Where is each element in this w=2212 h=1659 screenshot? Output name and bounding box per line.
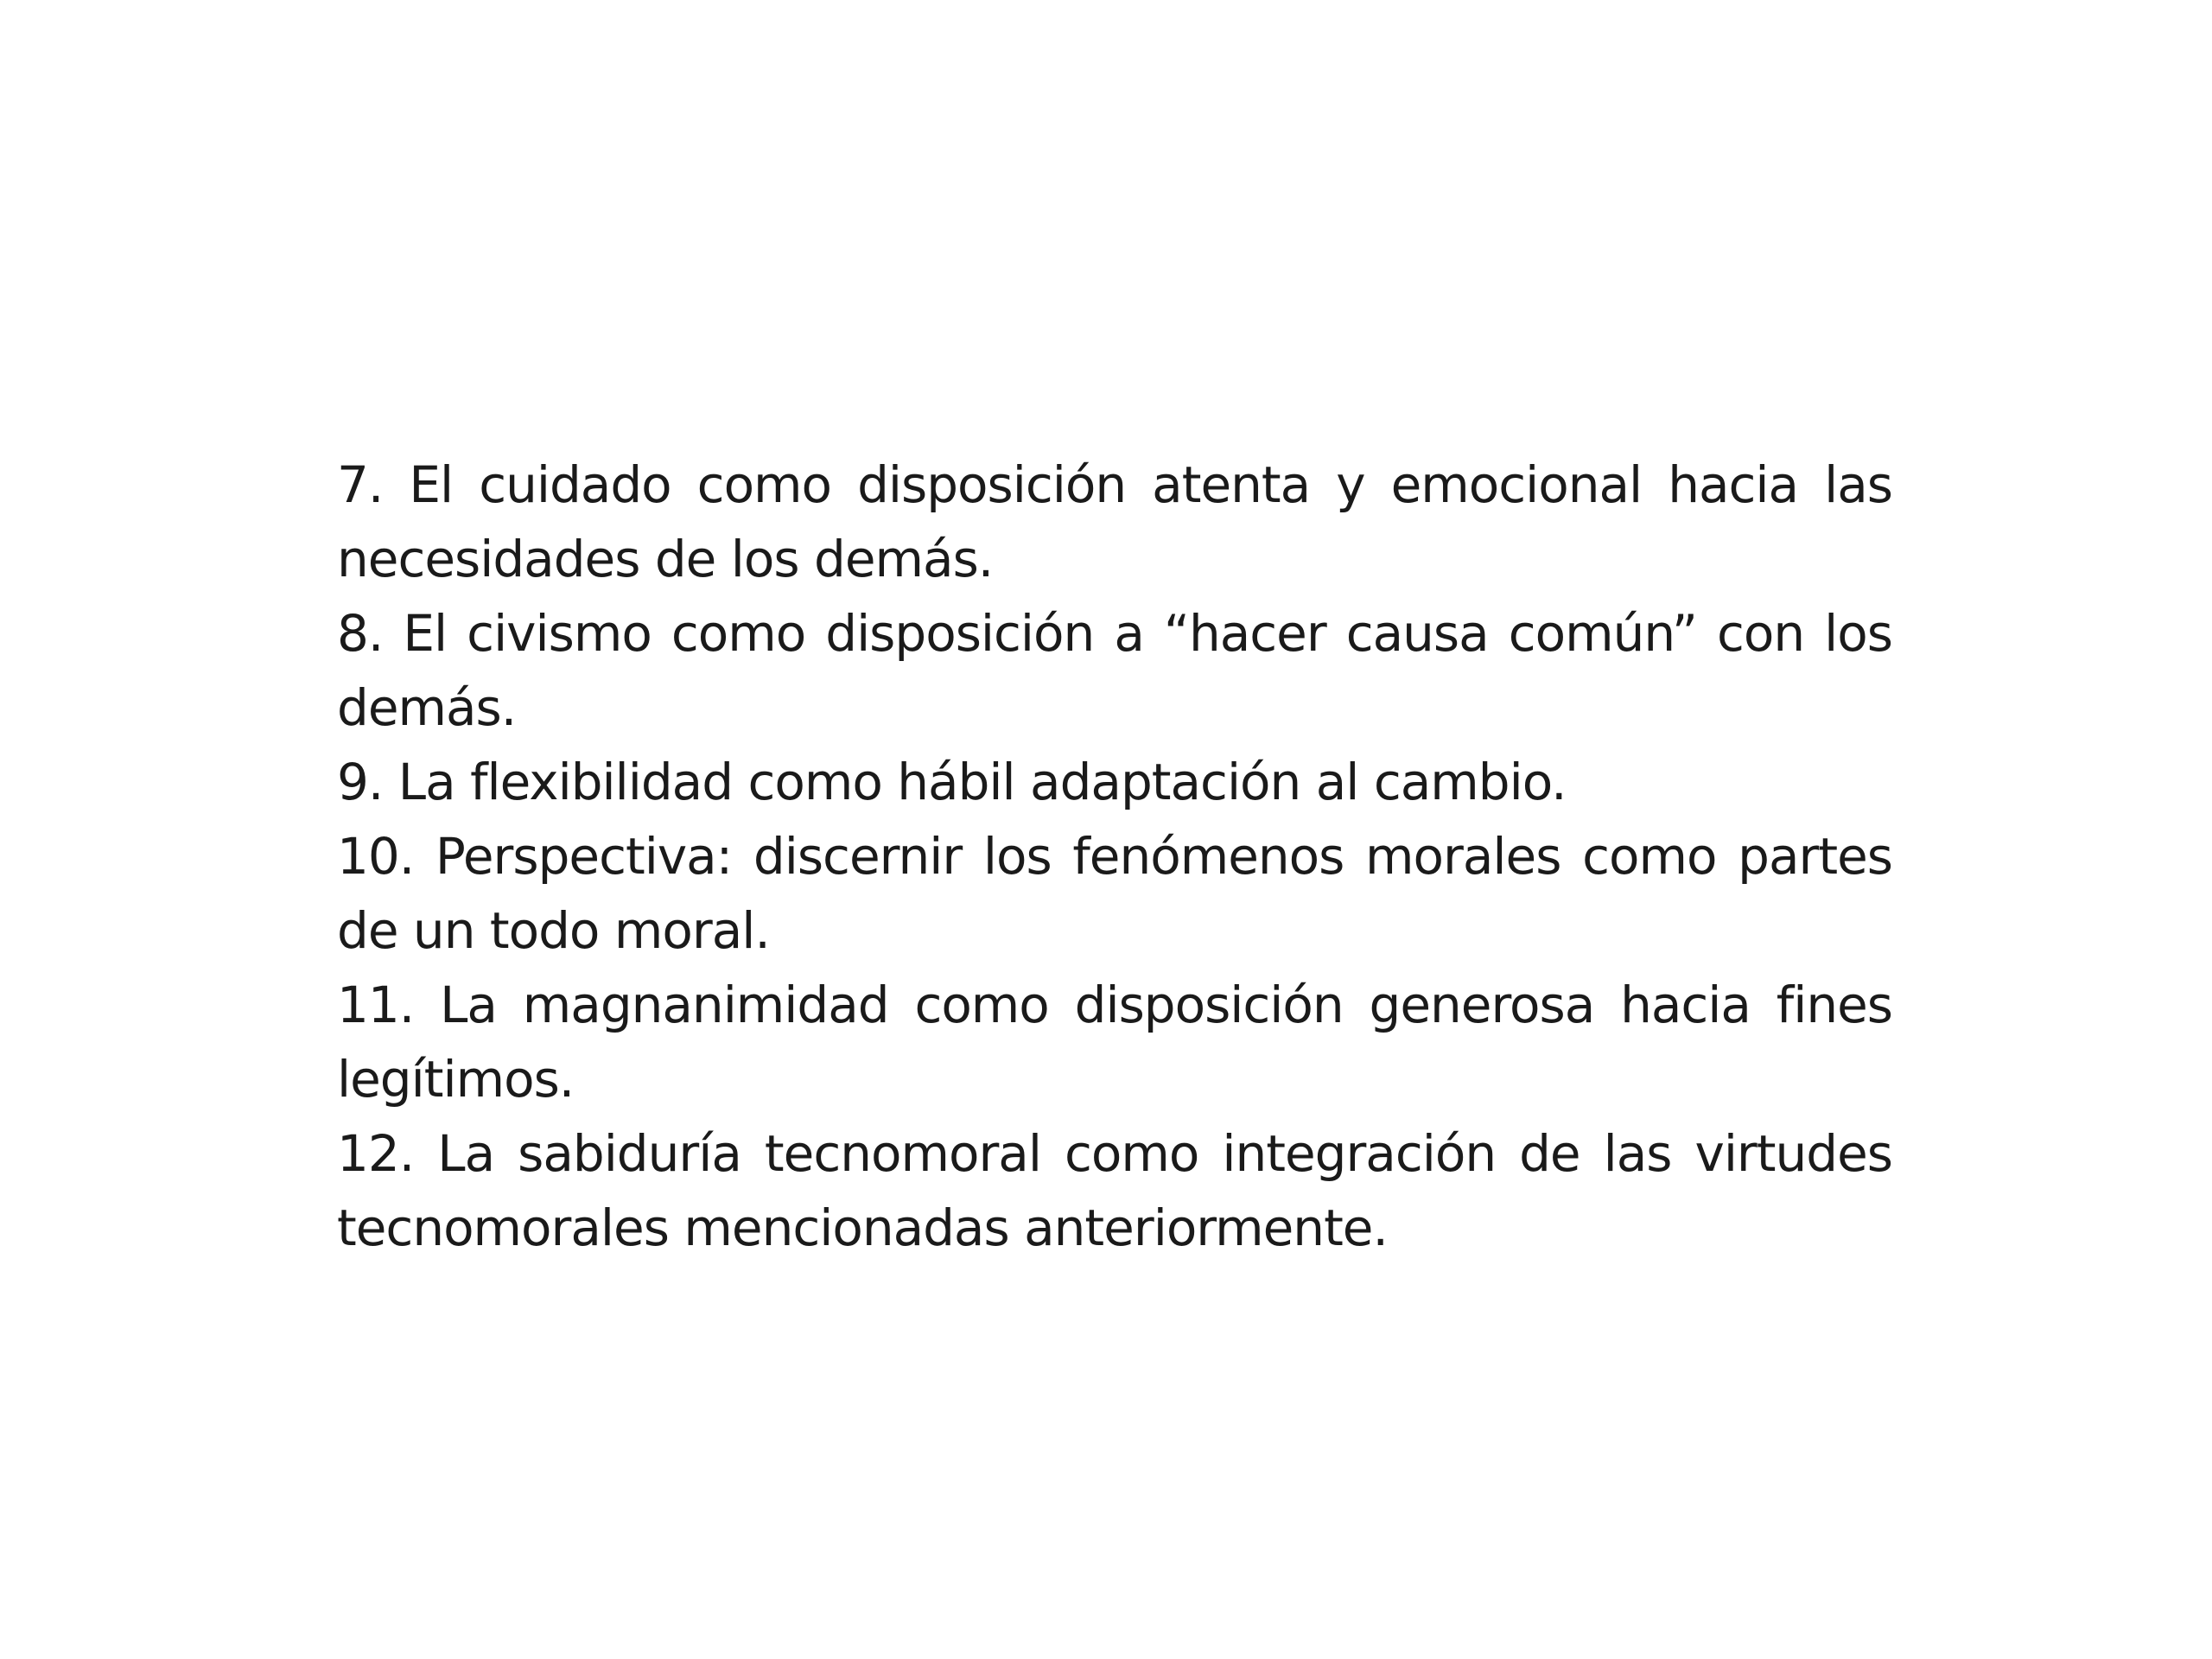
list-item-10: 10. Perspectiva: discernir los fenómenos morales como partes de un todo moral.: [337, 827, 1892, 960]
list-item-8: 8. El civismo como disposición a “hacer causa común” con los demás.: [337, 604, 1892, 737]
list-item-12: 12. La sabiduría tecnomoral como integración de las virtudes tecnomorales mencionadas anteriormente.: [337, 1124, 1892, 1257]
list-item-7: 7. El cuidado como disposición atenta y emocional hacia las necesidades de los demás.: [337, 455, 1892, 588]
virtues-list: [337, 448, 1892, 1265]
list-item-11: 11. La magnanimidad como disposición generosa hacia fines legítimos.: [337, 976, 1892, 1109]
list-item-9: 9. La flexibilidad como hábil adaptación al cambio.: [337, 753, 1567, 811]
